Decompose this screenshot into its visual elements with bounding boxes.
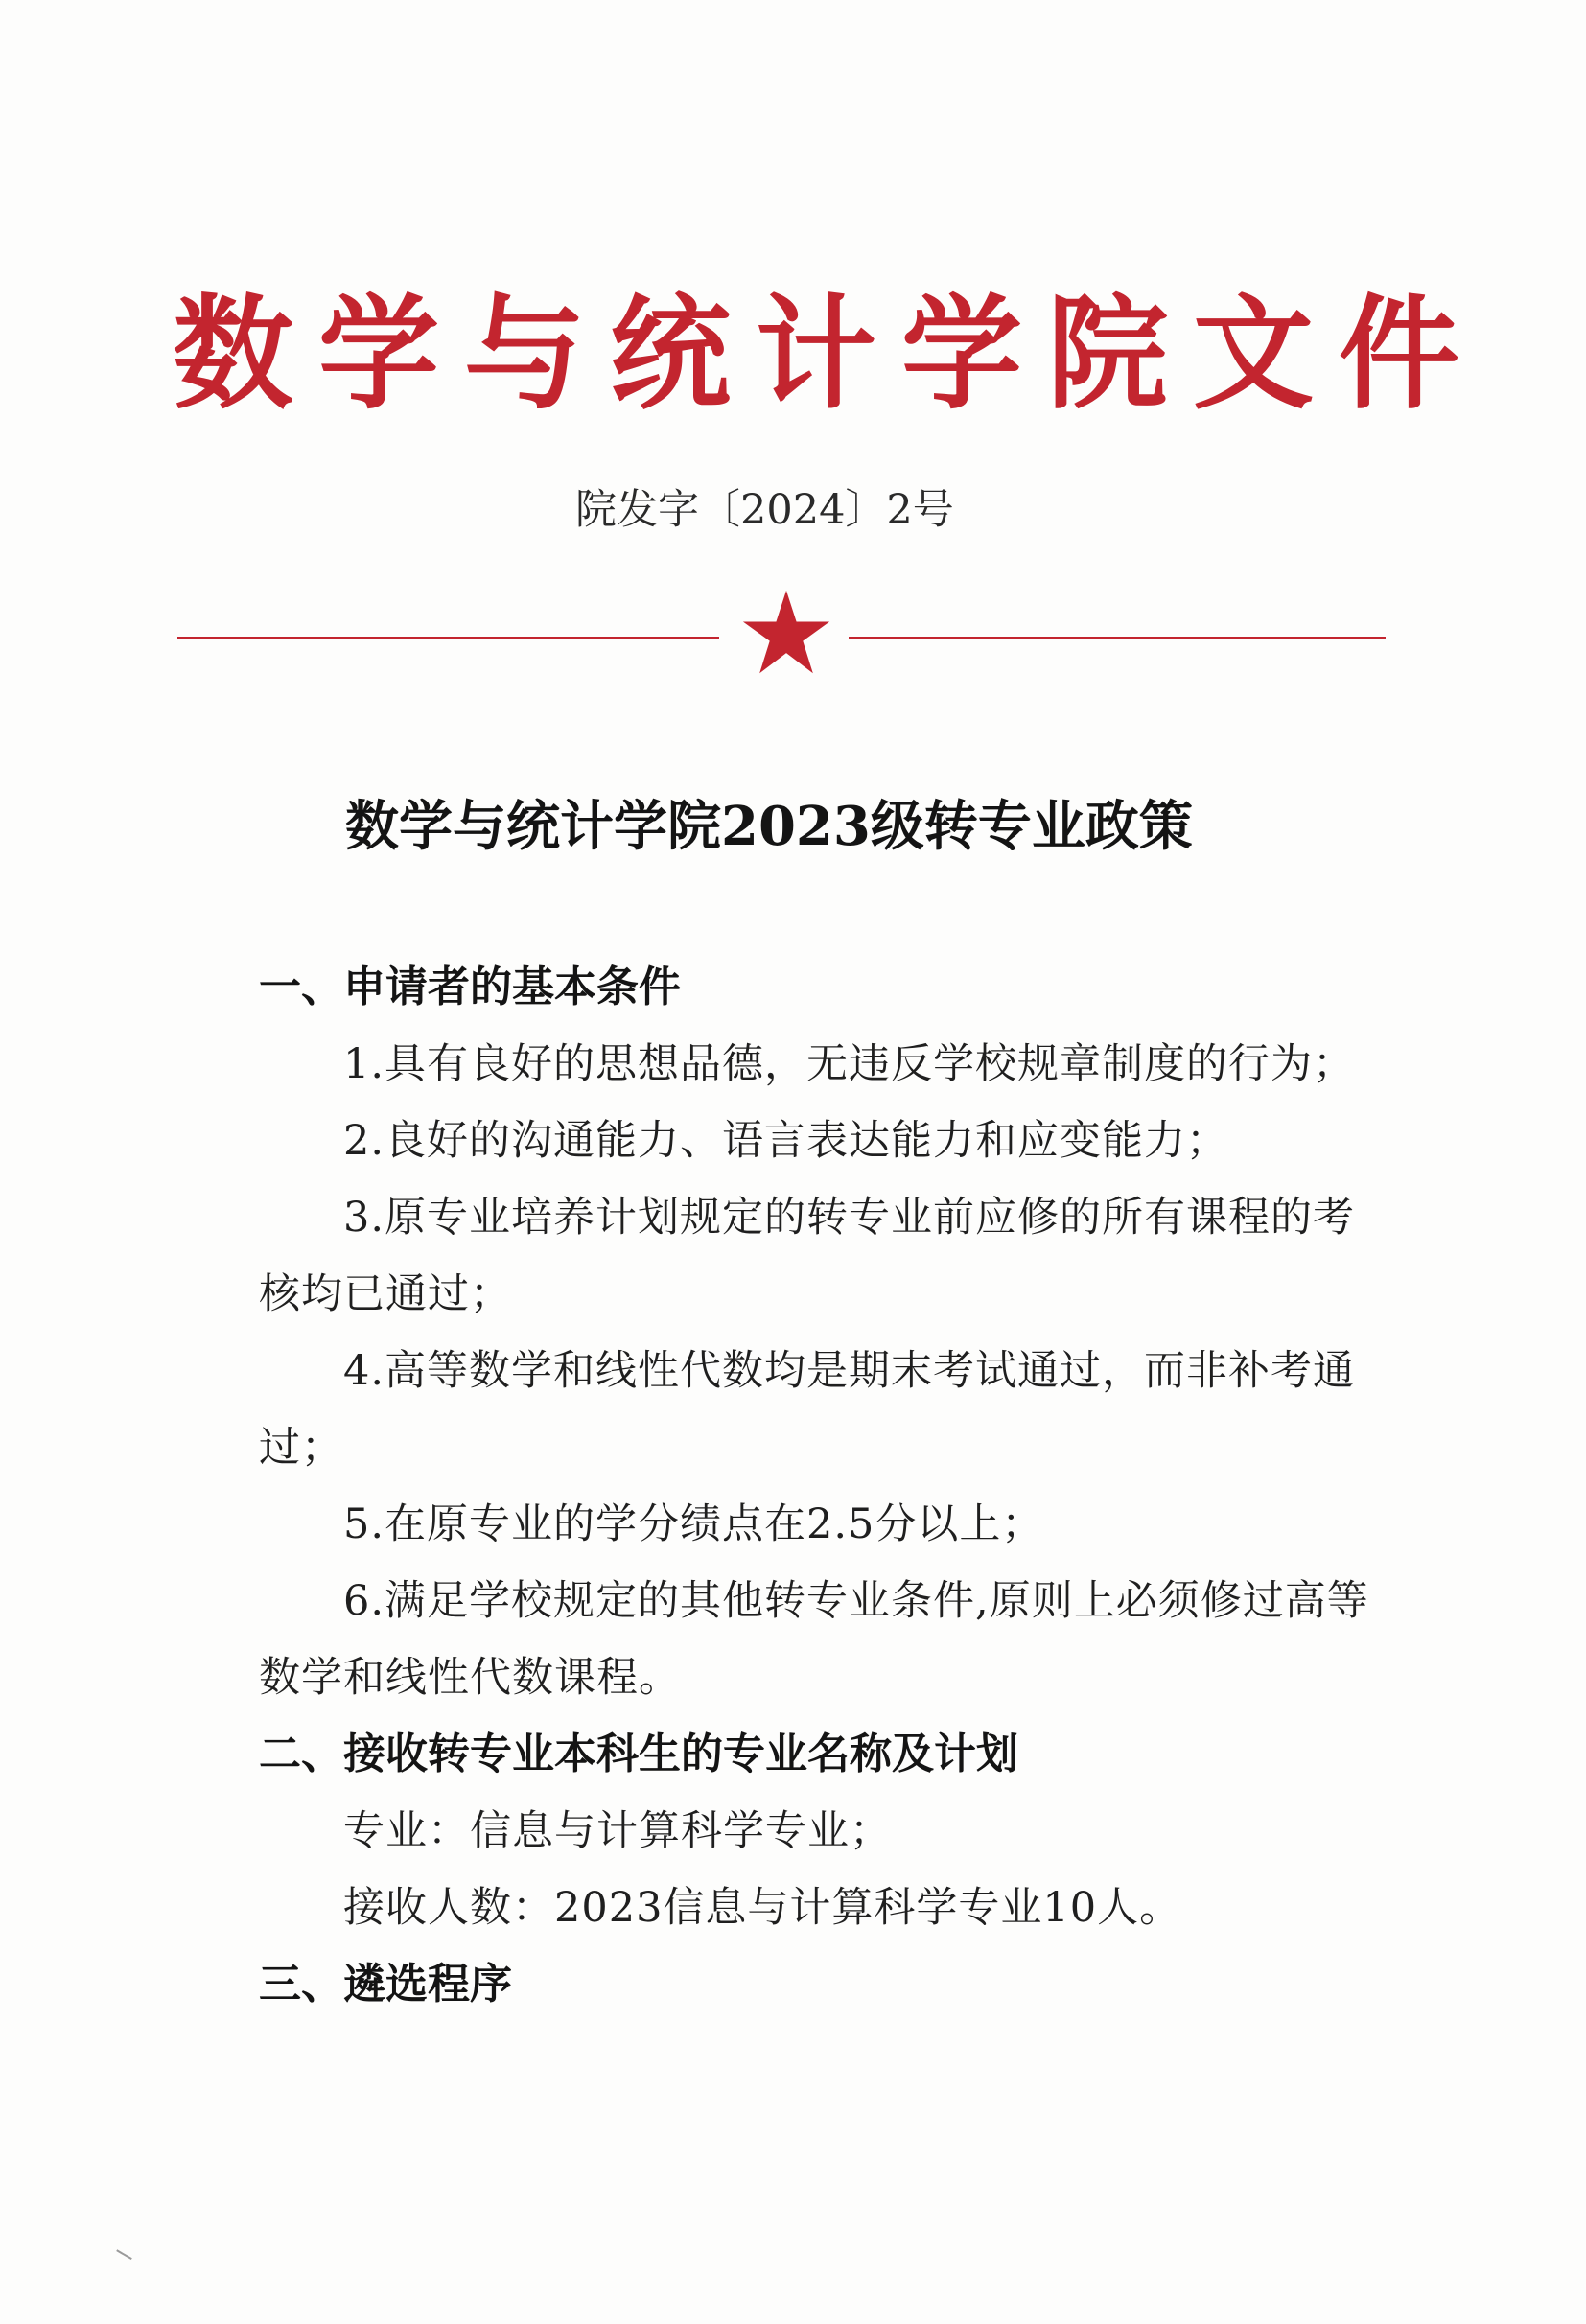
condition-item: 5.在原专业的学分绩点在2.5分以上；	[343, 1500, 1044, 1548]
condition-item: 4.高等数学和线性代数均是期末考试通过，而非补考通过；	[259, 1347, 1356, 1472]
document-title: 数学与统计学院2023级转专业政策	[345, 795, 1193, 858]
plan-item-quota: 接收人数：2023信息与计算科学专业10人。	[343, 1884, 1182, 1932]
plan-item-major: 专业：信息与计算科学专业；	[343, 1807, 892, 1855]
section-heading-2: 二、接收转专业本科生的专业名称及计划	[259, 1730, 1018, 1778]
section-heading-3: 三、遴选程序	[259, 1960, 512, 2009]
condition-item: 2.良好的沟通能力、语言表达能力和应变能力；	[343, 1117, 1229, 1165]
condition-item: 1.具有良好的思想品德，无违反学校规章制度的行为；	[343, 1040, 1356, 1088]
condition-item: 6.满足学校规定的其他转专业条件,原则上必须修过高等数学和线性代数课程。	[259, 1577, 1369, 1702]
header-divider-right	[849, 637, 1386, 639]
condition-item: 3.原专业培养计划规定的转专业前应修的所有课程的考核均已通过；	[259, 1194, 1356, 1318]
header-divider-left	[177, 637, 719, 639]
document-number: 院发字〔2024〕2号	[575, 486, 954, 534]
star-icon	[740, 587, 832, 679]
section-heading-1: 一、申请者的基本条件	[259, 963, 681, 1011]
scan-mark	[111, 2249, 132, 2267]
document-header-title: 数学与统计学院文件	[173, 282, 1484, 427]
